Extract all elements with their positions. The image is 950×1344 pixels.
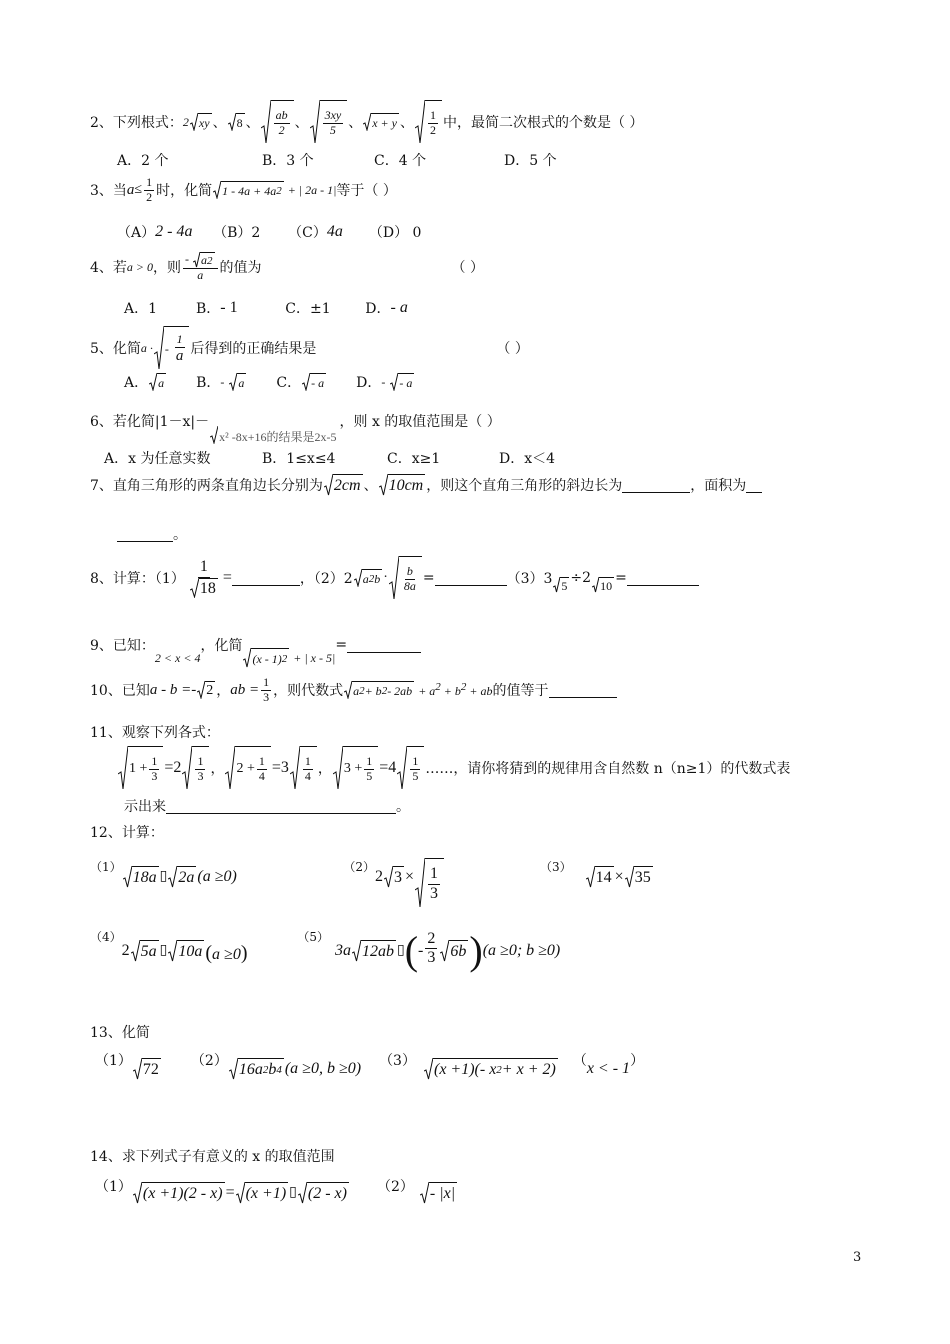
- radical: - $\frac{1}{a}$: [154, 326, 190, 370]
- q10-cond1: a - b =-: [149, 681, 197, 698]
- math-eq: =2: [164, 759, 182, 776]
- sep: 、: [363, 478, 378, 494]
- coef-2: 2: [375, 868, 383, 885]
- q5-stem: 5、化简: [90, 341, 141, 357]
- radical: 2: [197, 681, 215, 699]
- q3-mid: 时，化简: [156, 183, 213, 200]
- q11-line2-text: 示出来: [124, 799, 166, 815]
- math-eq: =4: [379, 759, 397, 776]
- radical: $\frac{3xy}{5}$: [310, 100, 348, 144]
- radical: $\frac{1}{4}$: [290, 746, 317, 790]
- radical: $\frac{ab}{2}$: [261, 100, 294, 144]
- q2-option-b: B．3 个: [262, 153, 314, 169]
- q14-stem-line: [90, 1146, 335, 1166]
- q9-cond: 2 < x < 4: [154, 650, 201, 665]
- q10-mid: ，则代数式: [273, 683, 344, 700]
- q2-option-c: C．4 个: [374, 153, 427, 169]
- q12-label-1: （1）: [90, 860, 122, 874]
- math-rest: + $a^2 + b^2$ + ab: [415, 681, 493, 699]
- radical: 35: [625, 866, 653, 888]
- q3-option-c: （C）: [288, 225, 327, 241]
- q8-line: [90, 556, 699, 600]
- q7-end: 。: [173, 527, 187, 543]
- q4-tail: 的值为: [219, 260, 262, 277]
- q3-option-a-value: 2 - 4a: [155, 223, 193, 240]
- dot-box: ▯: [159, 943, 168, 958]
- q2-option-d: D．5 个: [504, 153, 557, 169]
- q12-label-5: （5）: [297, 930, 329, 944]
- comma: ，: [210, 762, 225, 777]
- q3-tail: 等于（ ）: [336, 183, 397, 200]
- radical: $\frac{1}{3}$: [182, 746, 209, 790]
- q11-stem: 11、观察下列各式：: [90, 725, 220, 741]
- radical: 12ab: [352, 940, 396, 962]
- coef-3a: 3a: [335, 942, 351, 959]
- radical: xy: [190, 113, 212, 131]
- fraction-1-3: $\frac{1}{3}$: [263, 675, 270, 704]
- q13-label-3: （3）: [379, 1053, 416, 1069]
- answer-blank[interactable]: [622, 478, 690, 493]
- minus: -: [418, 942, 424, 959]
- radical: a 2 + b 2 - 2ab: [344, 681, 414, 699]
- q14-label-1: （1）: [95, 1179, 132, 1195]
- radical: 72: [133, 1058, 161, 1080]
- answer-blank[interactable]: [627, 571, 699, 586]
- radical: 10cm: [379, 474, 426, 496]
- q12-stem-line: [90, 822, 164, 842]
- q11-line: [117, 746, 790, 790]
- radical: 18a: [123, 866, 159, 888]
- sep: 、: [348, 115, 363, 131]
- q4-paren: （ ）: [451, 260, 484, 277]
- radical: 8: [228, 113, 245, 131]
- cond-ab: (a ≥0, b ≥0): [284, 1060, 362, 1077]
- q11-end: 。: [396, 799, 410, 815]
- q8-part2: ，（2）2: [299, 571, 353, 587]
- radical: a: [149, 373, 166, 391]
- radical: 2a: [168, 866, 196, 888]
- q2-line: [90, 100, 643, 144]
- comma: ，: [216, 683, 231, 700]
- equals: =: [422, 570, 435, 586]
- radical: - |x|: [420, 1182, 457, 1204]
- q13-row: [95, 1050, 644, 1080]
- minus: -: [220, 374, 225, 389]
- fraction-2-3: $\frac{2}{3}$: [427, 930, 436, 967]
- q10-cond2: ab =: [230, 681, 260, 698]
- q12-row2: [90, 928, 560, 974]
- q5-option-d: D．: [356, 375, 382, 391]
- q13-cond: x < - 1: [586, 1060, 631, 1077]
- q4-option-b-value: - 1: [220, 299, 238, 316]
- radical: $\frac{1}{2}$: [415, 100, 442, 144]
- answer-blank[interactable]: [166, 799, 396, 814]
- radical: (x - 1) 2: [243, 648, 289, 668]
- q13-label-1: （1）: [95, 1053, 132, 1069]
- q5-line: [90, 326, 529, 370]
- q6-stem: 6、若化简|1－x|－: [90, 413, 210, 430]
- q8-part3: （3）3: [506, 571, 553, 587]
- equals: =: [222, 569, 232, 586]
- q5-option-a: A．: [124, 375, 149, 391]
- q3-option-d: （D） 0: [368, 225, 422, 241]
- coef-2: 2: [121, 942, 130, 959]
- q6-option-d: D．x＜4: [499, 451, 556, 467]
- q4-stem: 4、若: [90, 260, 127, 277]
- q5-tail: 后得到的正确结果是: [190, 341, 317, 357]
- q3-stem: 3、当: [90, 183, 127, 200]
- q3-option-c-value: 4a: [326, 223, 343, 240]
- answer-blank[interactable]: [435, 571, 507, 586]
- radical: 1 + $\frac{1}{3}$: [118, 746, 163, 790]
- radical: 10a: [168, 940, 204, 962]
- answer-blank[interactable]: [347, 638, 421, 653]
- page-number: 3: [853, 1250, 862, 1265]
- q4-option-a: A．1: [124, 301, 158, 317]
- le-sign: ≤: [134, 182, 143, 198]
- q11-line2: [124, 796, 410, 816]
- radical: - a: [302, 373, 326, 391]
- q13-label-2: （2）: [190, 1053, 228, 1069]
- dot-box: ▯: [159, 869, 168, 884]
- math-a-dot: a ·: [140, 340, 153, 355]
- times: ×: [614, 868, 624, 885]
- answer-blank[interactable]: [746, 478, 762, 493]
- q5-options: [124, 372, 415, 392]
- answer-blank[interactable]: [117, 527, 173, 542]
- sep: 、: [294, 115, 309, 131]
- paren: ）: [630, 1054, 645, 1069]
- comma: ，: [317, 762, 332, 777]
- answer-blank[interactable]: [232, 571, 300, 586]
- q4-mid: ，则: [153, 260, 182, 277]
- q3-option-a: （A）: [117, 225, 156, 241]
- q6-option-a: A．x 为任意实数: [104, 451, 211, 467]
- dot-box: ▯: [397, 943, 405, 958]
- fraction-1-over-sqrt18: $\frac{1}{18}$: [187, 558, 221, 598]
- fraction-neg-sqrt-a2-over-a: - a 2 a: [183, 252, 218, 283]
- q7-mid2: ，面积为: [690, 478, 747, 494]
- q7-stem: 7、直角三角形的两条直角边长分别为: [90, 478, 323, 494]
- var-a: a: [126, 181, 135, 198]
- radical: $\frac{1}{3}$: [415, 858, 444, 908]
- q6-tail: ，则 x 的取值范围是（ ）: [339, 413, 501, 430]
- q7-mid: ，则这个直角三角形的斜边长为: [426, 478, 623, 494]
- q3-option-b: （B）2: [213, 225, 261, 241]
- q4-option-d: D．: [365, 301, 391, 317]
- paren-left: (: [404, 928, 419, 973]
- q6-option-c: C．x≥1: [387, 451, 441, 467]
- radical: $\frac{b}{8a}$: [389, 556, 422, 600]
- sep: 、: [245, 115, 260, 131]
- q12-label-4: （4）: [90, 930, 122, 944]
- equals: =: [335, 637, 348, 653]
- q10-tail: 的值等于: [492, 683, 549, 700]
- q5-option-b: B．: [196, 375, 221, 391]
- q11-tail: ……，请你将猜到的规律用含自然数 n（n≥1）的代数式表: [425, 761, 791, 777]
- radical: a 2 b: [354, 569, 383, 587]
- q6-line: [90, 396, 501, 445]
- times: ×: [405, 868, 415, 885]
- q4-line: [90, 252, 484, 283]
- radical: a: [229, 373, 246, 391]
- q5-paren: （ ）: [496, 341, 529, 357]
- radical: 2 + $\frac{1}{4}$: [225, 746, 270, 790]
- sep: 、: [212, 115, 227, 131]
- q4-option-c: C．±1: [285, 301, 331, 317]
- q2-option-a: A．2 个: [117, 153, 169, 169]
- radical: 3 + $\frac{1}{5}$: [333, 746, 378, 790]
- q7-line2: [117, 524, 187, 544]
- q2-options: [117, 150, 557, 170]
- radical: (x +1)(2 - x): [133, 1182, 225, 1204]
- radical: (2 - x): [298, 1182, 349, 1204]
- equals: =: [615, 570, 627, 586]
- q6-option-b: B．1≤x≤4: [262, 451, 336, 467]
- minus: -: [381, 374, 386, 389]
- q14-label-2: （2）: [376, 1179, 414, 1195]
- q10-line: [90, 676, 617, 705]
- sep: 、: [399, 115, 414, 131]
- paren-right: ): [469, 928, 483, 973]
- radical: 5a: [131, 940, 159, 962]
- math-abs: + | 2a - 1|: [284, 182, 337, 197]
- q11-stem-line: [90, 722, 220, 742]
- radical: - a: [390, 373, 414, 391]
- q3-line: [90, 176, 397, 205]
- q4-cond: a > 0: [126, 259, 154, 274]
- q9-stem: 9、已知：: [90, 638, 155, 654]
- cond-a-ge-0: (a ≥0): [205, 942, 248, 964]
- q6-options: [104, 448, 555, 468]
- q9-line: [90, 622, 421, 668]
- q2-tail: 中，最简二次根式的个数是（ ）: [442, 115, 644, 131]
- equals: =: [225, 1184, 235, 1201]
- q5-option-c: C．: [276, 375, 302, 391]
- divide: ÷2: [570, 570, 592, 586]
- math-2sqrtxy: 2: [182, 114, 189, 129]
- radical: 5: [553, 577, 569, 594]
- radical: 3: [384, 866, 404, 888]
- cond-ab: (a ≥0; b ≥0): [482, 942, 561, 959]
- radical: 14: [586, 866, 614, 888]
- q3-options: [117, 222, 421, 242]
- radical: 10: [592, 577, 614, 594]
- q9-mid: ，化简: [200, 638, 243, 654]
- radical: $\frac{1}{5}$: [397, 746, 424, 790]
- q12-stem: 12、计算：: [90, 825, 164, 841]
- q4-options: [124, 298, 408, 318]
- answer-blank[interactable]: [549, 683, 617, 698]
- q12-label-2: （2）: [343, 860, 375, 874]
- q7-line: [90, 474, 762, 496]
- cond-a-ge-0: (a ≥0): [197, 868, 237, 885]
- dot: ·: [383, 570, 388, 585]
- fraction-half: $\frac{1}{2}$: [146, 175, 153, 204]
- q13-stem: 13、化简: [90, 1025, 150, 1041]
- q4-option-b: B．: [196, 301, 221, 317]
- abs-x-5: + | x - 5|: [290, 650, 336, 665]
- radical: 6b: [440, 940, 468, 962]
- q12-row1: [90, 858, 654, 908]
- q4-option-d-value: - a: [390, 299, 408, 316]
- radical: 2cm: [324, 474, 363, 496]
- q14-stem: 14、求下列式子有意义的 x 的取值范围: [90, 1149, 335, 1165]
- radical: 16a 2 b 4: [229, 1058, 284, 1080]
- radical: 1 - 4a + 4a 2: [213, 181, 284, 199]
- q10-stem: 10、已知: [90, 683, 150, 700]
- radical: x² -8x+16的结果是2x-5: [210, 426, 338, 445]
- q13-stem-line: [90, 1022, 150, 1042]
- q8-stem: 8、计算：（1）: [90, 571, 185, 587]
- q2-stem: 2、下列根式：: [90, 115, 183, 131]
- q14-row: [95, 1176, 458, 1204]
- math-eq: =3: [271, 759, 289, 776]
- radical: (x +1): [236, 1182, 289, 1204]
- q12-label-3: （3）: [540, 860, 572, 874]
- dot-box: ▯: [289, 1185, 297, 1200]
- paren: （: [572, 1054, 587, 1069]
- radical: (x +1)(- x 2 + x + 2): [424, 1058, 558, 1080]
- radical: x + y: [363, 113, 399, 131]
